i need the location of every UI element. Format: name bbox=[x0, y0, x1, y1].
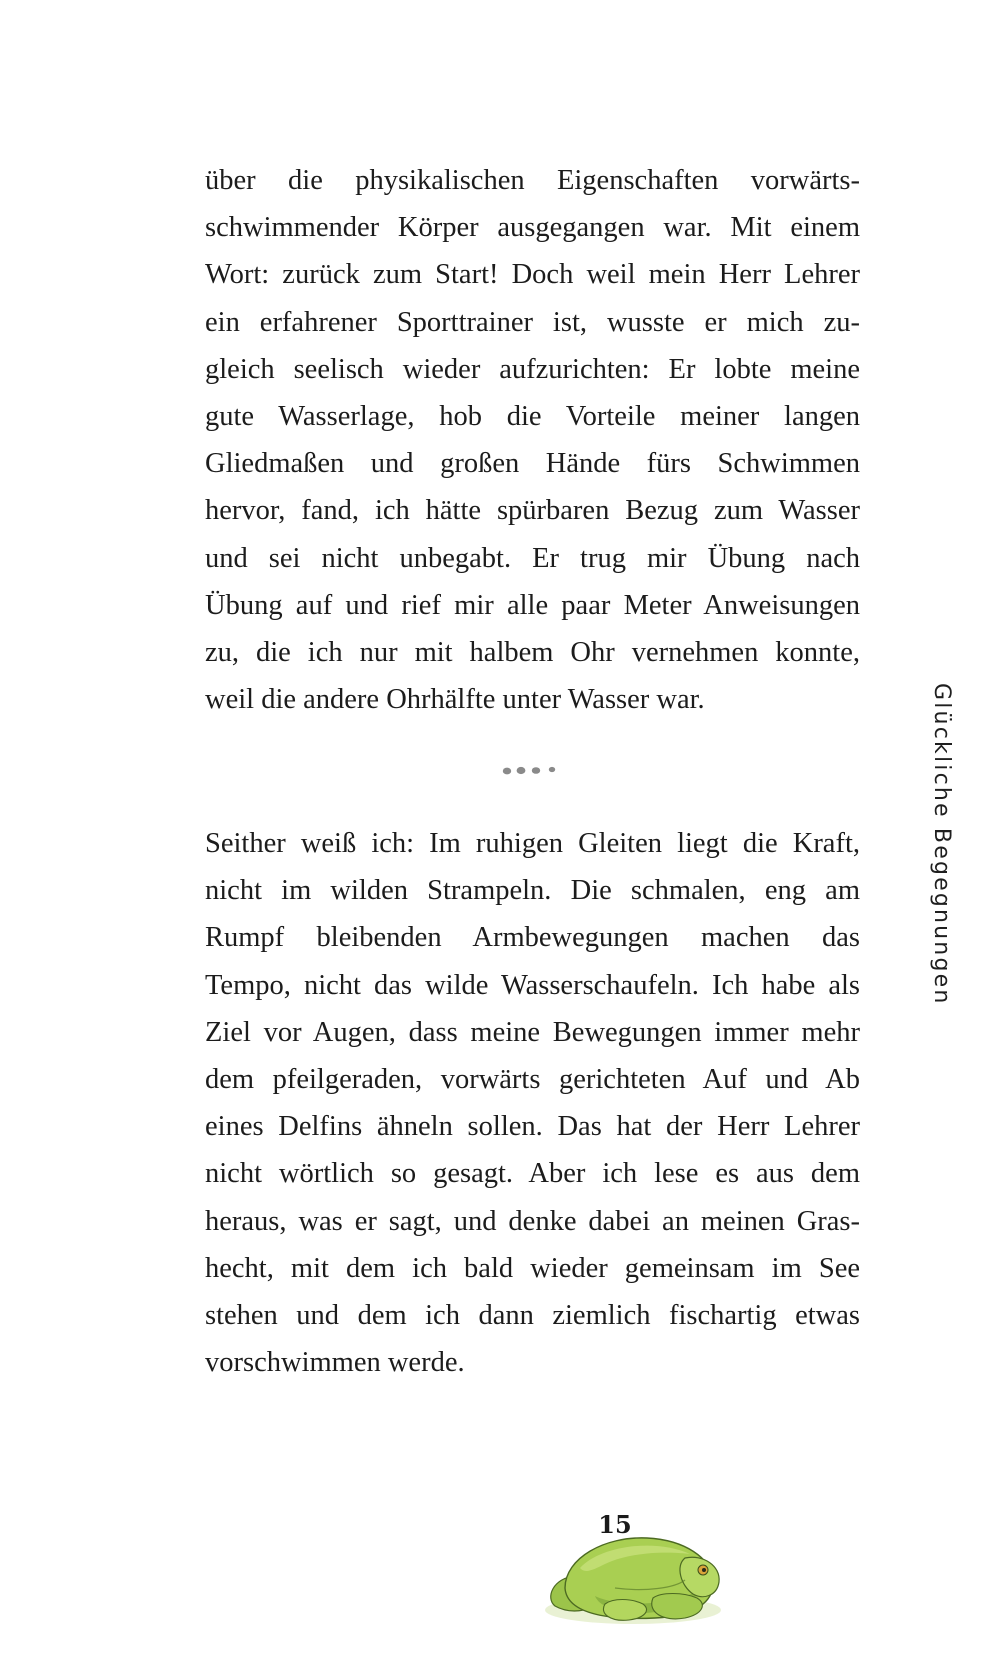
text-line: Ziel vor Augen, dass meine Bewegungen immer mehr bbox=[205, 1016, 860, 1048]
text-line: über die physikalischen Eigenschaften vorwärts- bbox=[205, 165, 860, 196]
text-line: Tempo, nicht das wilde Wasserschaufeln. Ich habe als bbox=[205, 969, 860, 1001]
text-line: stehen und dem ich dann ziemlich fischartig etwas bbox=[205, 1299, 860, 1331]
dotted-ornament-icon bbox=[500, 764, 564, 776]
text-line: dem pfeilgeraden, vorwärts gerichteten Auf und Ab bbox=[205, 1063, 860, 1095]
paragraph-2 bbox=[205, 820, 860, 1386]
running-head: Glückliche Begegnungen bbox=[929, 683, 954, 1006]
text-line: nicht im wilden Strampeln. Die schmalen, eng am bbox=[205, 875, 860, 907]
text-line: eines Delfins ähneln sollen. Das hat der Herr Lehrer bbox=[205, 1111, 860, 1143]
text-line: gleich seelisch wieder aufzurichten: Er lobte meine bbox=[205, 353, 860, 385]
text-line: Rumpf bleibenden Armbewegungen machen das bbox=[205, 922, 860, 954]
text-line: nicht wörtlich so gesagt. Aber ich lese es aus dem bbox=[205, 1158, 860, 1190]
text-line: Übung auf und rief mir alle paar Meter Anweisungen bbox=[205, 589, 860, 621]
text-line: zu, die ich nur mit halbem Ohr vernehmen konnte, bbox=[205, 636, 860, 668]
page-number: 15 bbox=[598, 1510, 632, 1539]
paragraph-1 bbox=[205, 157, 860, 723]
text-line: weil die andere Ohrhälfte unter Wasser war. bbox=[205, 684, 705, 716]
text-line: Wort: zurück zum Start! Doch weil mein Herr Lehrer bbox=[205, 259, 860, 291]
text-line: und sei nicht unbegabt. Er trug mir Übung nach bbox=[205, 542, 860, 574]
text-line: Gliedmaßen und großen Hände fürs Schwimmen bbox=[205, 448, 860, 480]
text-line: ein erfahrener Sporttrainer ist, wusste er mich zu- bbox=[205, 306, 860, 338]
text-line: vorschwimmen werde. bbox=[205, 1347, 465, 1379]
text-line: schwimmender Körper ausgegangen war. Mit einem bbox=[205, 212, 860, 244]
text-line: heraus, was er sagt, und denke dabei an meinen Gras- bbox=[205, 1205, 860, 1237]
text-line: Seither weiß ich: Im ruhigen Gleiten liegt die Kraft, bbox=[205, 828, 860, 859]
text-line: hervor, fand, ich hätte spürbaren Bezug zum Wasser bbox=[205, 495, 860, 527]
text-line: hecht, mit dem ich bald wieder gemeinsam im See bbox=[205, 1252, 860, 1284]
text-line: gute Wasserlage, hob die Vorteile meiner langen bbox=[205, 400, 860, 432]
